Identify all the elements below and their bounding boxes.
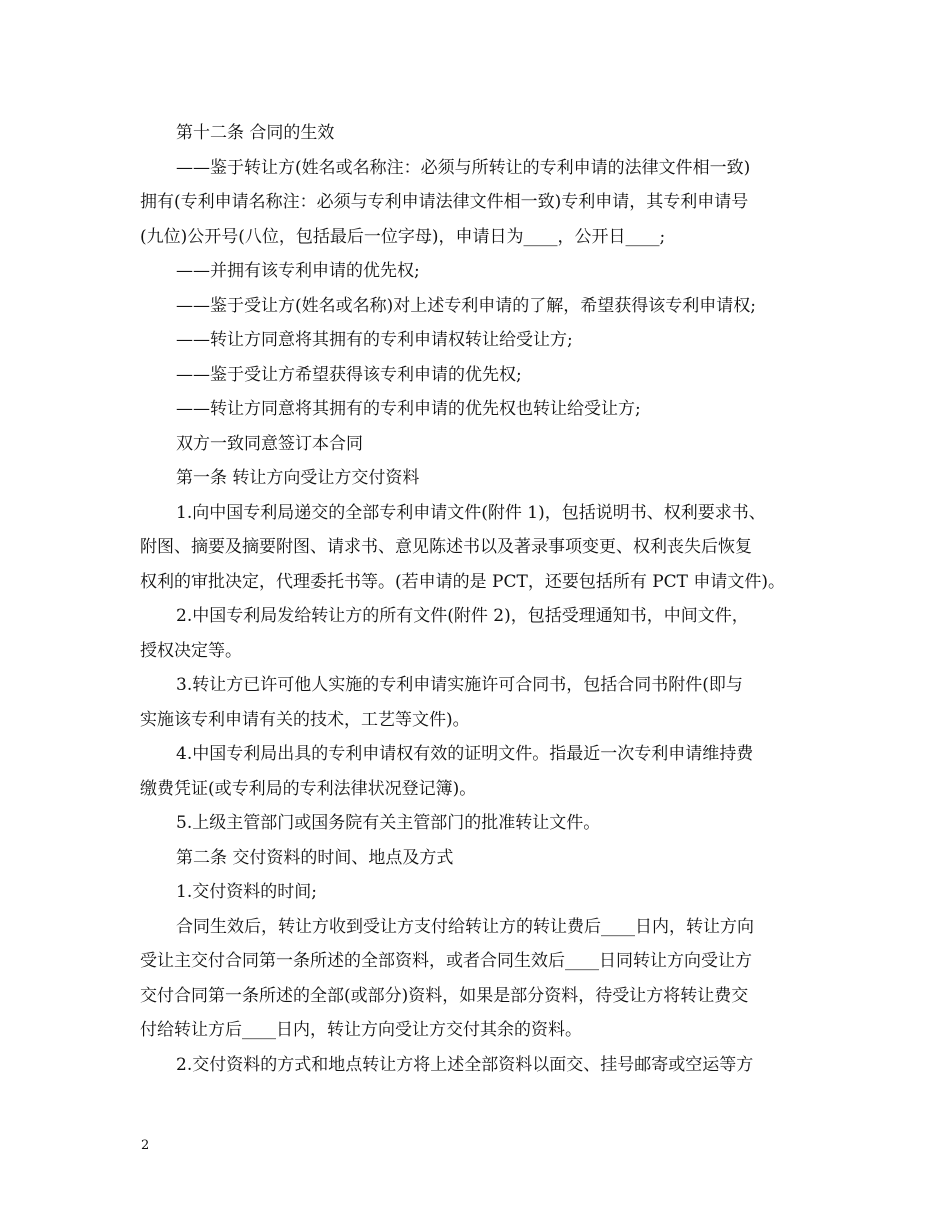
text-line: 合同生效后，转让方收到受让方支付给转让方的转让费后____日内，转让方向 bbox=[176, 916, 754, 937]
text-line: 交付合同第一条所述的全部(或部分)资料，如果是部分资料，待受让方将转让费交 bbox=[140, 985, 749, 1006]
text-line: 5.上级主管部门或国务院有关主管部门的批准转让文件。 bbox=[176, 813, 601, 833]
text-line: 2.中国专利局发给转让方的所有文件(附件 2)，包括受理通知书，中间文件， bbox=[176, 606, 749, 626]
text-line: 权利的审批决定，代理委托书等。(若申请的是 PCT，还要包括所有 PCT 申请文件)。 bbox=[140, 571, 786, 592]
text-line: 付给转让方后____日内，转让方向受让方交付其余的资料。 bbox=[140, 1020, 582, 1040]
text-line: 4.中国专利局出具的专利申请权有效的证明文件。指最近一次专利申请维持费 bbox=[176, 744, 754, 764]
text-line: 2.交付资料的方式和地点转让方将上述全部资料以面交、挂号邮寄或空运等方 bbox=[176, 1054, 754, 1075]
text-line: ——转让方同意将其拥有的专利申请的优先权也转让给受让方; bbox=[176, 399, 641, 419]
text-line: 实施该专利申请有关的技术，工艺等文件)。 bbox=[140, 709, 470, 730]
text-line: (九位)公开号(八位，包括最后一位字母)，申请日为____，公开日____; bbox=[140, 226, 666, 247]
page-number: 2 bbox=[141, 1138, 150, 1153]
text-line: ——鉴于转让方(姓名或名称注：必须与所转让的专利申请的法律文件相一致) bbox=[176, 157, 751, 178]
document-body bbox=[140, 116, 820, 1082]
text-line: 拥有(专利申请名称注：必须与专利申请法律文件相一致)专利申请，其专利申请号 bbox=[140, 192, 749, 212]
text-line: 授权决定等。 bbox=[140, 640, 242, 661]
text-line: 第二条 交付资料的时间、地点及方式 bbox=[176, 847, 454, 868]
text-line: 3.转让方已许可他人实施的专利申请实施许可合同书，包括合同书附件(即与 bbox=[176, 675, 743, 695]
text-line: 1.交付资料的时间; bbox=[176, 882, 317, 902]
text-line: ——并拥有该专利申请的优先权; bbox=[176, 261, 420, 281]
text-line: 双方一致同意签订本合同 bbox=[176, 433, 363, 454]
text-line: 受让主交付合同第一条所述的全部资料，或者合同生效后____日同转让方向受让方 bbox=[140, 951, 752, 971]
text-line: 1.向中国专利局递交的全部专利申请文件(附件 1)，包括说明书、权利要求书、 bbox=[176, 502, 766, 523]
text-line: 第一条 转让方向受让方交付资料 bbox=[176, 468, 420, 488]
text-line: ——转让方同意将其拥有的专利申请权转让给受让方; bbox=[176, 330, 573, 350]
text-line: ——鉴于受让方希望获得该专利申请的优先权; bbox=[176, 364, 522, 385]
text-line: 第十二条 合同的生效 bbox=[176, 123, 335, 143]
text-line: 附图、摘要及摘要附图、请求书、意见陈述书以及著录事项变更、权利丧失后恢复 bbox=[140, 537, 752, 557]
text-line: 缴费凭证(或专利局的专利法律状况登记簿)。 bbox=[140, 778, 477, 799]
text-line: ——鉴于受让方(姓名或名称)对上述专利申请的了解，希望获得该专利申请权; bbox=[176, 295, 756, 316]
